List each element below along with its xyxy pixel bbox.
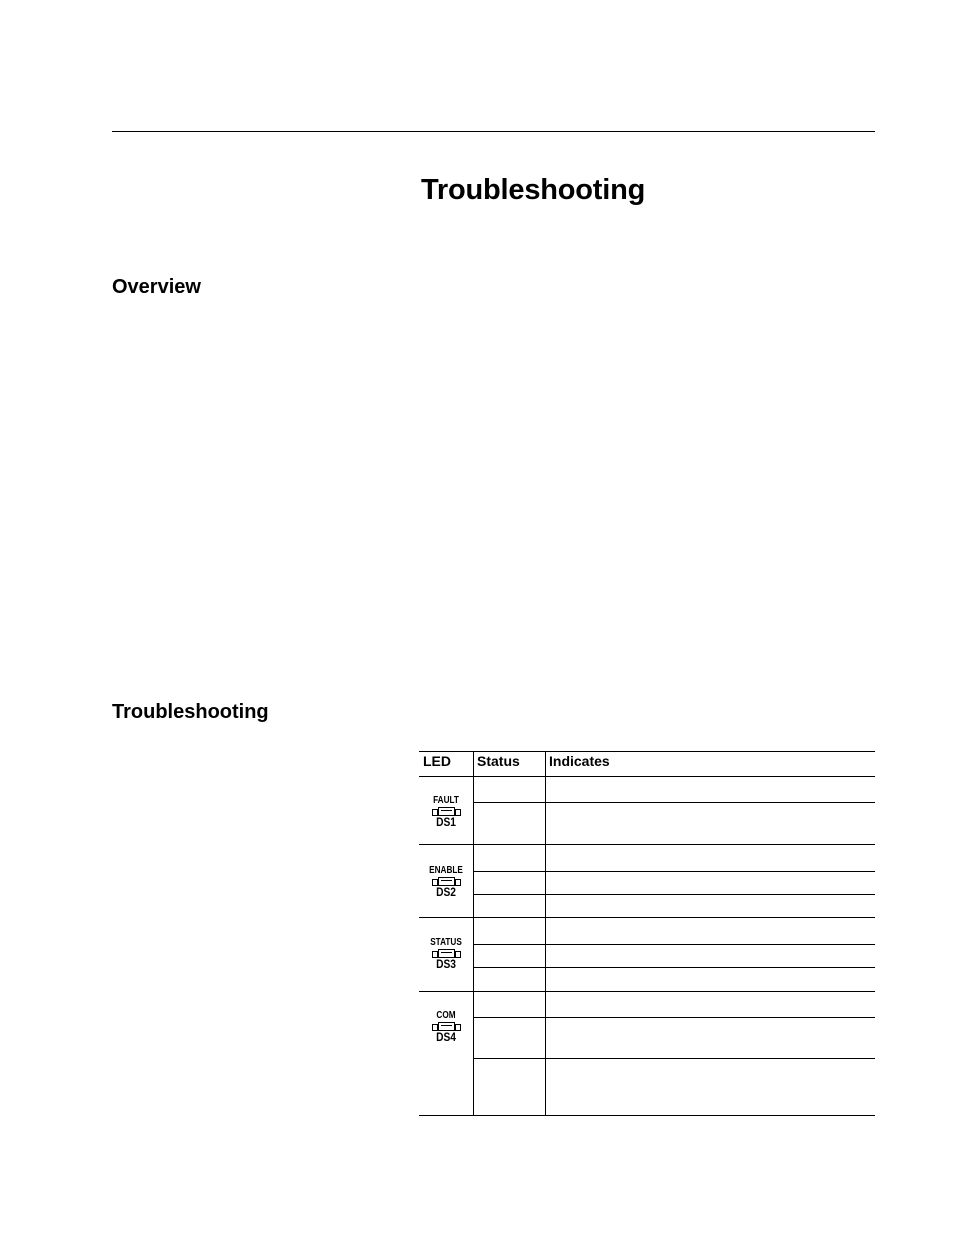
led-name: STATUS [430,937,462,948]
row-divider [473,1017,875,1018]
header-rule [112,131,875,132]
led-indicator-status [419,937,473,970]
group-divider [419,917,875,918]
led-name: ENABLE [429,865,463,876]
row-divider [473,802,875,803]
row-divider [473,967,875,968]
led-id: DS1 [436,815,456,829]
section-heading-overview: Overview [112,276,201,298]
column-header-led: LED [423,753,451,769]
column-divider [545,752,546,1115]
group-divider [419,844,875,845]
chapter-title: Troubleshooting [421,174,646,206]
row-divider [473,944,875,945]
led-status-table [419,751,875,1116]
led-id: DS3 [436,957,456,971]
led-id: DS2 [436,885,456,899]
row-divider [473,894,875,895]
led-indicator-enable [419,865,473,898]
led-indicator-com [419,1010,473,1043]
led-name: FAULT [433,795,459,806]
header-divider [419,776,875,777]
section-heading-troubleshooting: Troubleshooting [112,701,269,723]
group-divider [419,991,875,992]
led-name: COM [436,1010,456,1021]
row-divider [473,871,875,872]
row-divider [473,1058,875,1059]
led-indicator-fault [419,795,473,828]
column-header-indicates: Indicates [549,753,610,769]
column-divider [473,752,474,1115]
led-id: DS4 [436,1030,456,1044]
column-header-status: Status [477,753,520,769]
